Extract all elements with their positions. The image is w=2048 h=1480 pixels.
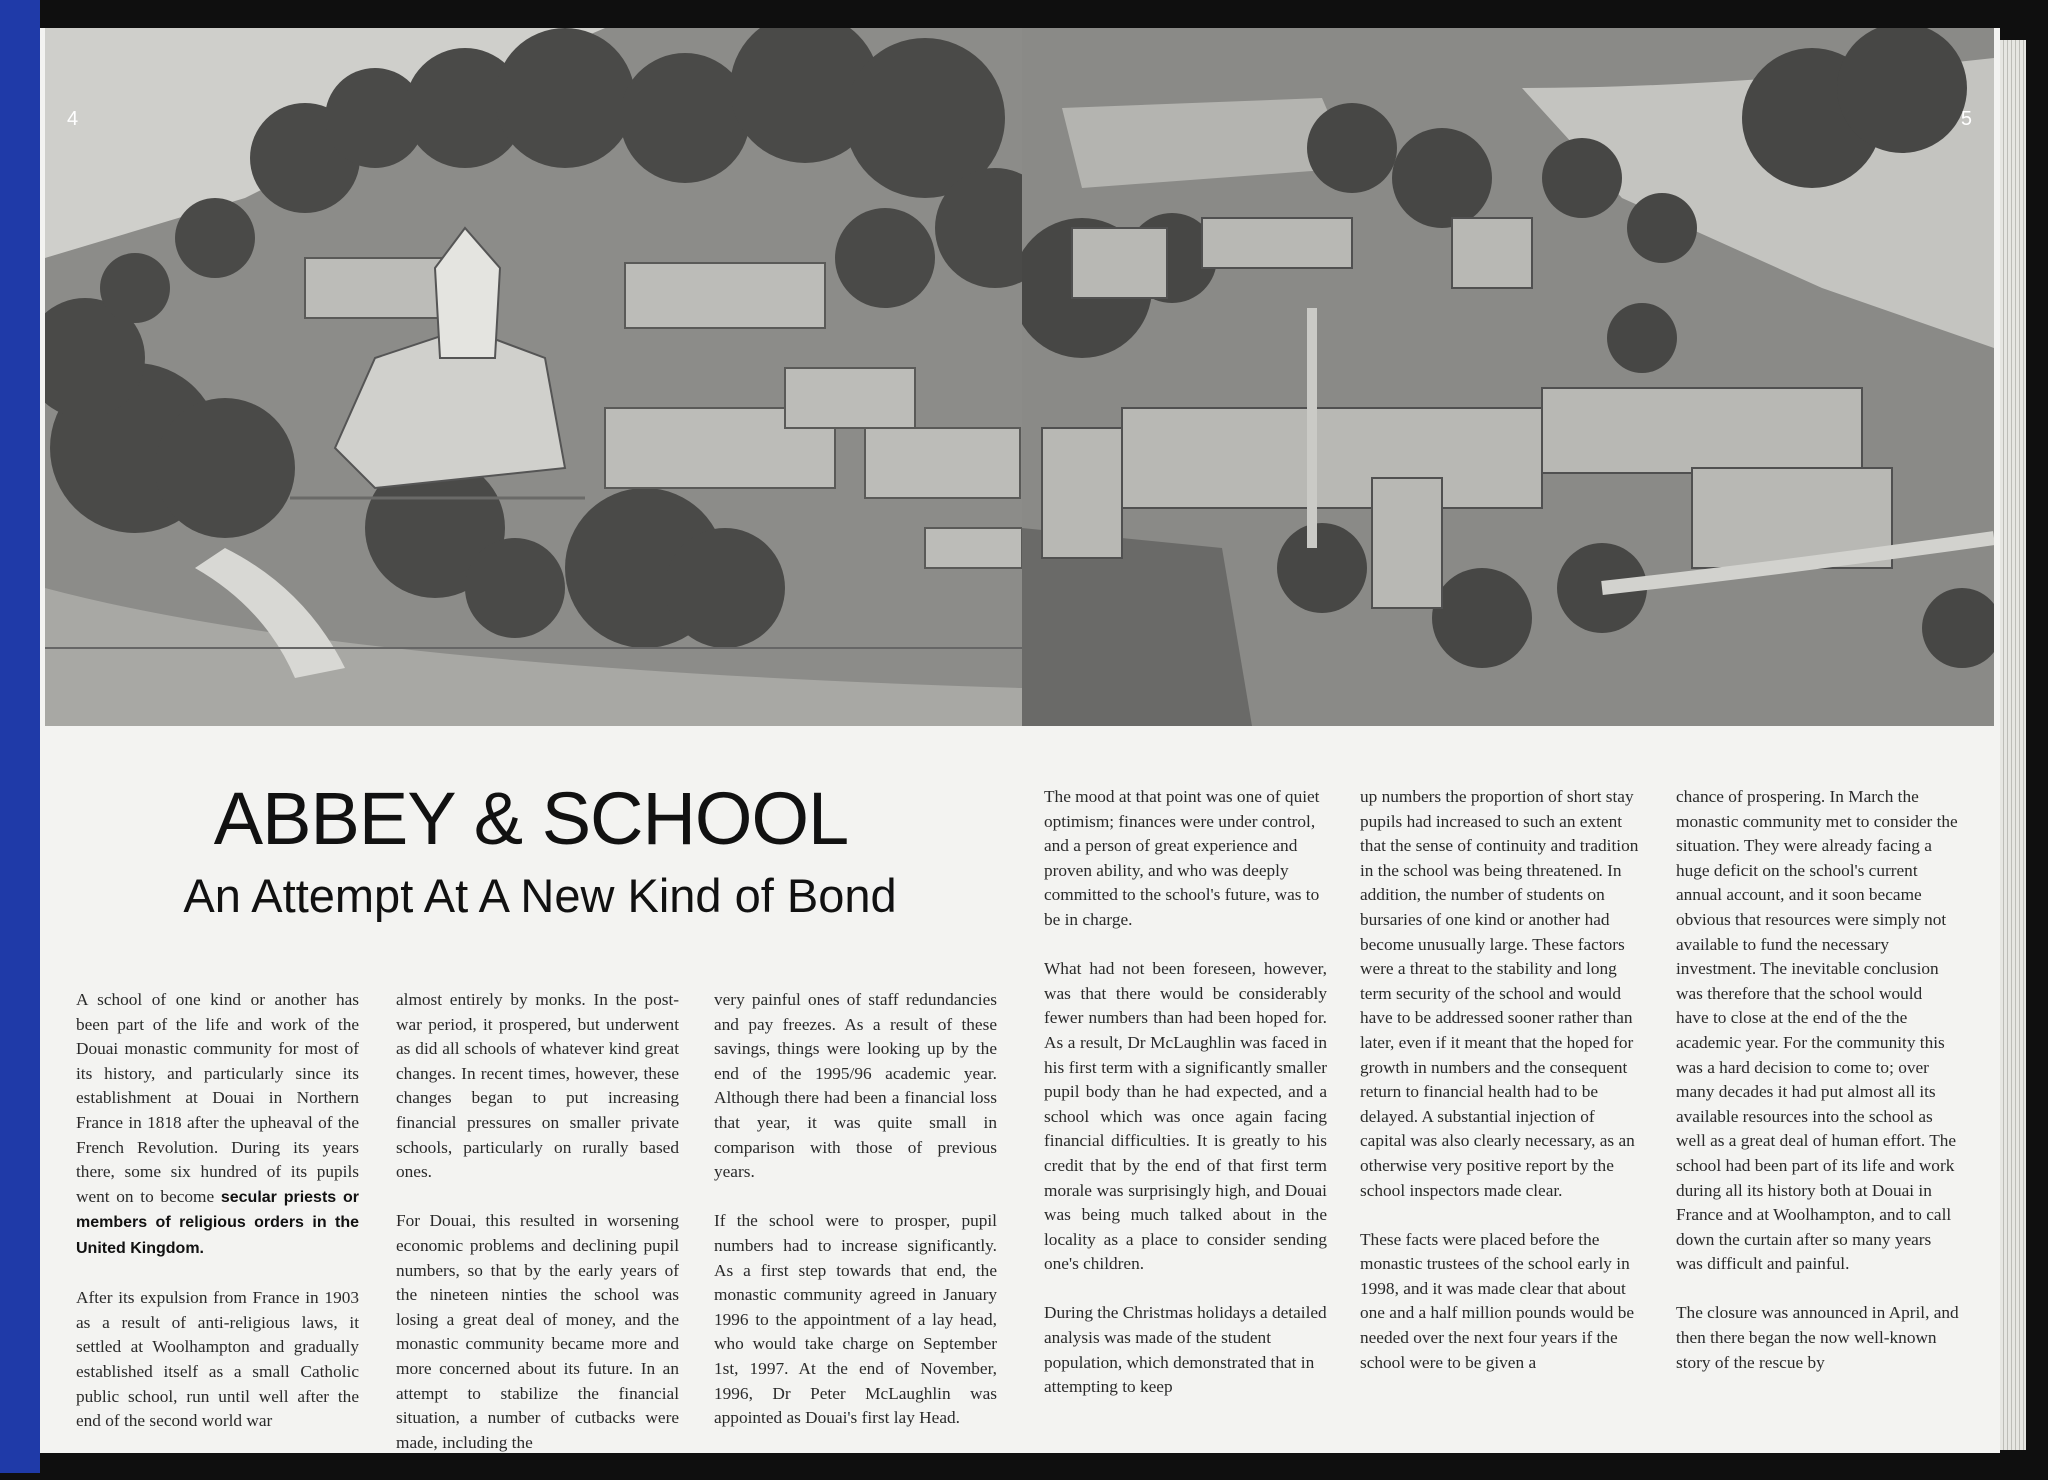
paragraph: During the Christmas holidays a detailed analysis was made of the student population, which demonstrated that in attempting to keep	[1044, 1303, 1327, 1397]
article-subtitle: An Attempt At A New Kind of Bond	[183, 869, 897, 922]
paragraph: These facts were placed before the monastic trustees of the school early in 1998, and it was made clear that about one and a half million pounds would be needed over the next four years if the school were to be given a	[1360, 1229, 1635, 1372]
paragraph: The closure was announced in April, and then there began the now well-known story of the rescue by	[1676, 1303, 1959, 1372]
paragraph: A school of one kind or another has been part of the life and work of the Douai monastic community for most of its history, and particularly since its establishment at Douai in Northern France in 1818 after the upheaval of the French Revolution. During its years there, some six hundred of its pupils went on to become secular priests or members of religious orders in the United Kingdom.	[76, 990, 359, 1257]
page-edges	[2000, 40, 2026, 1450]
article-title: ABBEY & SCHOOL	[213, 777, 849, 860]
text-column-3	[714, 988, 997, 1455]
paragraph: For Douai, this resulted in worsening economic problems and declining pupil numbers, so that by the early years of the nineteen ninties the school was losing a great deal of money, and the monastic community became more and more concerned about its future. In an attempt to stabilize the financial situation, a number of cutbacks were made, including the	[396, 1211, 679, 1452]
right-page	[1022, 28, 2000, 1453]
text-column-6	[1676, 785, 1959, 1400]
paragraph: If the school were to prosper, pupil numbers had to increase significantly. As a first step towards that end, the monastic community agreed in January 1996 to the appointment of a lay head, who would take charge on September 1st, 1997. At the end of November, 1996, Dr Peter McLaughlin was appointed as Douai's first lay Head.	[714, 1211, 997, 1428]
paragraph: The mood at that point was one of quiet optimism; finances were under control, and a person of great experience and proven ability, and who was deeply committed to the school's future, was to be in charge.	[1044, 787, 1320, 929]
paragraph: up numbers the proportion of short stay pupils had increased to such an extent that the sense of continuity and tradition in the school was being threatened. In addition, the number of students on bursaries of one kind or another had become unusually large. These factors were a threat to the stability and long term security of the school and would have to be addressed sooner rather than later, even if it meant that the hoped for growth in numbers and the consequent return to financial health had to be delayed. A substantial injection of capital was also clearly necessary, as an otherwise very positive report by the school inspectors made clear.	[1360, 787, 1639, 1200]
paragraph: very painful ones of staff redundancies and pay freezes. As a result of these savings, things were looking up by the end of the 1995/96 academic year. Although there had been a financial loss that year, it was quite small in comparison with those of previous years.	[714, 990, 997, 1182]
book-cover-edge	[0, 0, 40, 1473]
paragraph: After its expulsion from France in 1903 as a result of anti-religious laws, it settled at Woolhampton and gradually established itself as a small Catholic public school, run until well after the end of the second world war	[76, 1288, 359, 1431]
text-column-5	[1360, 785, 1643, 1400]
highlighted-text: secular priests or members of religious orders in the United Kingdom.	[76, 1188, 359, 1257]
text-column-4	[1044, 785, 1327, 1424]
paragraph: What had not been foreseen, however, was that there would be considerably fewer numbers than had been hoped for. As a result, Dr McLaughlin was faced in his first term with a significantly smaller pupil body than he had expected, and a school which was once again facing financial difficulties. It is greatly to his credit that by the end of that first term morale was surprisingly high, and Douai was being much talked about in the locality as a place to consider sending one's children.	[1044, 959, 1327, 1274]
paragraph: chance of prospering. In March the monastic community met to consider the situation. They were already facing a huge deficit on the school's current annual account, and it soon became obvious that resources were simply not available to fund the necessary investment. The inevitable conclusion was therefore that the school would have to close at the end of the the academic year. For the community this was a hard decision to come to; over many decades it had put almost all its available resources into the school as well as a great deal of human effort. The school had been part of its life and work during all its history both at Douai in France and at Woolhampton, and to call down the curtain after so many years was difficult and painful.	[1676, 787, 1958, 1274]
page-number-right: 5	[1960, 108, 1972, 130]
text-column-1	[76, 988, 359, 1458]
paragraph: almost entirely by monks. In the post-war period, it prospered, but underwent as did all schools of whatever kind great changes. In recent times, however, these changes began to put increasing financial pressures on smaller private schools, particularly on rurally based ones.	[396, 990, 679, 1182]
text-column-2	[396, 988, 679, 1480]
aerial-photo-right	[1022, 28, 1994, 726]
page-number-left: 4	[67, 108, 79, 130]
aerial-photo-left	[45, 28, 1022, 726]
aerial-photo-icon	[1022, 28, 1994, 726]
left-page	[40, 28, 1023, 1453]
aerial-photo-icon	[45, 28, 1022, 726]
